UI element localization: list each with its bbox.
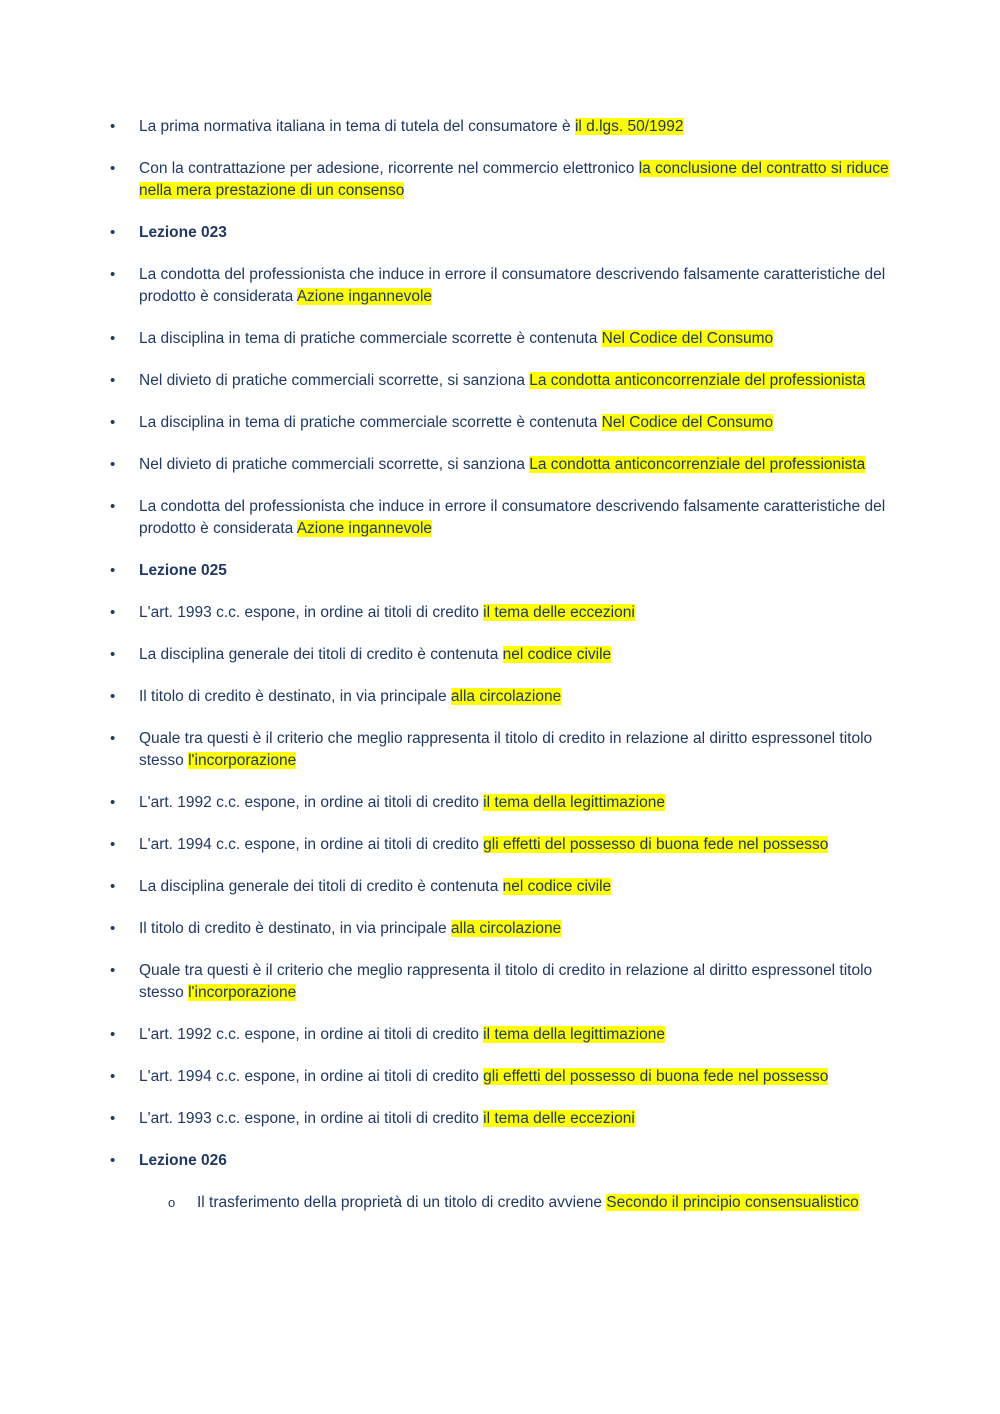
bullet-icon: • [110, 1110, 116, 1127]
bullet-icon: • [110, 1152, 116, 1169]
bullet-icon: • [110, 604, 116, 621]
list-item [0, 834, 1000, 856]
bullet-icon: • [110, 372, 116, 389]
bullet-icon: • [110, 330, 116, 347]
question-text: Il titolo di credito è destinato, in via principale [139, 688, 451, 705]
lesson-heading [0, 560, 1000, 582]
question-text: L'art. 1994 c.c. espone, in ordine ai titoli di credito [139, 1068, 484, 1085]
bullet-icon: • [110, 498, 116, 515]
list-item [0, 602, 1000, 624]
highlighted-answer: la conclusione del contratto si riduce nella mera prestazione di un consenso [139, 160, 889, 199]
highlighted-answer: gli effetti del possesso di buona fede nel possesso [483, 1068, 829, 1085]
highlighted-answer: il d.lgs. 50/1992 [574, 118, 684, 135]
highlighted-answer: il tema della legittimazione [483, 1026, 665, 1043]
question-text: L'art. 1992 c.c. espone, in ordine ai titoli di credito [139, 794, 484, 811]
highlighted-answer: nel codice civile [502, 878, 612, 895]
question-text: La disciplina generale dei titoli di credito è contenuta [139, 878, 503, 895]
question-text: L'art. 1993 c.c. espone, in ordine ai titoli di credito [139, 1110, 484, 1127]
bullet-icon: • [110, 920, 116, 937]
list-item [0, 644, 1000, 666]
list-item [0, 1024, 1000, 1046]
bullet-icon: • [110, 962, 116, 979]
bullet-icon: • [110, 646, 116, 663]
highlighted-answer: La condotta anticoncorrenziale del professionista [529, 456, 866, 473]
highlighted-answer: l'incorporazione [188, 752, 297, 769]
question-text: La disciplina generale dei titoli di credito è contenuta [139, 646, 503, 663]
highlighted-answer: gli effetti del possesso di buona fede nel possesso [483, 836, 829, 853]
list-item [0, 116, 1000, 138]
list-item [0, 328, 1000, 350]
highlighted-answer: alla circolazione [450, 688, 562, 705]
question-text: La condotta del professionista che induce in errore il consumatore descrivendo falsamente caratteristiche del prodotto è considerata [139, 498, 886, 537]
question-text: La disciplina in tema di pratiche commerciale scorrette è contenuta [139, 414, 602, 431]
bullet-icon: • [110, 224, 116, 241]
lesson-heading [0, 1150, 1000, 1172]
bullet-icon: • [110, 836, 116, 853]
question-text: La condotta del professionista che induce in errore il consumatore descrivendo falsamente caratteristiche del prodotto è considerata [139, 266, 886, 305]
question-text: L'art. 1992 c.c. espone, in ordine ai titoli di credito [139, 1026, 484, 1043]
list-item [0, 728, 1000, 772]
bullet-icon: • [110, 794, 116, 811]
question-text: La disciplina in tema di pratiche commerciale scorrette è contenuta [139, 330, 602, 347]
question-text: Nel divieto di pratiche commerciali scorrette, si sanziona [139, 456, 530, 473]
question-text: La prima normativa italiana in tema di tutela del consumatore è [139, 118, 575, 135]
list-item [0, 454, 1000, 476]
question-text: Il titolo di credito è destinato, in via principale [139, 920, 451, 937]
list-item [0, 496, 1000, 540]
list-item [0, 686, 1000, 708]
list-item [0, 412, 1000, 434]
bullet-icon: • [110, 266, 116, 283]
bullet-icon: • [110, 878, 116, 895]
question-text: Con la contrattazione per adesione, ricorrente nel commercio elettronico [139, 160, 639, 177]
question-text: L'art. 1994 c.c. espone, in ordine ai titoli di credito [139, 836, 484, 853]
highlighted-answer: il tema delle eccezioni [483, 604, 635, 621]
highlighted-answer: nel codice civile [502, 646, 612, 663]
list-item [0, 1108, 1000, 1130]
bullet-icon: • [110, 414, 116, 431]
bullet-icon: • [110, 118, 116, 135]
lesson-heading-text: Lezione 023 [139, 224, 227, 241]
bullet-icon: • [110, 1068, 116, 1085]
bullet-icon: • [110, 688, 116, 705]
lesson-heading [0, 222, 1000, 244]
highlighted-answer: il tema delle eccezioni [483, 1110, 635, 1127]
lesson-heading-text: Lezione 026 [139, 1152, 227, 1169]
list-item [0, 918, 1000, 940]
question-text: Quale tra questi è il criterio che meglio rappresenta il titolo di credito in relazione al diritto espressonel titolo stesso [139, 962, 873, 1001]
bullet-icon: • [110, 1026, 116, 1043]
bullet-icon: • [110, 160, 116, 177]
list-item [0, 960, 1000, 1004]
highlighted-answer: Nel Codice del Consumo [601, 414, 774, 431]
list-item [0, 264, 1000, 308]
list-item [0, 370, 1000, 392]
question-text: Quale tra questi è il criterio che meglio rappresenta il titolo di credito in relazione al diritto espressonel titolo stesso [139, 730, 873, 769]
question-text: Nel divieto di pratiche commerciali scorrette, si sanziona [139, 372, 530, 389]
list-item [0, 158, 1000, 202]
list-item [0, 1192, 1000, 1214]
highlighted-answer: Azione ingannevole [296, 520, 433, 537]
bullet-icon: • [110, 730, 116, 747]
lesson-heading-text: Lezione 025 [139, 562, 227, 579]
highlighted-answer: Azione ingannevole [296, 288, 433, 305]
highlighted-answer: alla circolazione [450, 920, 562, 937]
highlighted-answer: l'incorporazione [188, 984, 297, 1001]
document-page [0, 116, 1000, 1234]
highlighted-answer: Secondo il principio consensualistico [606, 1194, 859, 1211]
list-item [0, 792, 1000, 814]
question-text: Il trasferimento della proprietà di un titolo di credito avviene [197, 1194, 607, 1211]
highlighted-answer: La condotta anticoncorrenziale del professionista [529, 372, 866, 389]
question-list [0, 116, 1000, 1214]
highlighted-answer: Nel Codice del Consumo [601, 330, 774, 347]
question-text: L'art. 1993 c.c. espone, in ordine ai titoli di credito [139, 604, 484, 621]
page-header-mark [490, 0, 496, 2]
list-item [0, 1066, 1000, 1088]
bullet-icon: • [110, 456, 116, 473]
highlighted-answer: il tema della legittimazione [483, 794, 665, 811]
bullet-icon: • [110, 562, 116, 579]
circle-bullet-icon: o [168, 1195, 176, 1210]
list-item [0, 876, 1000, 898]
